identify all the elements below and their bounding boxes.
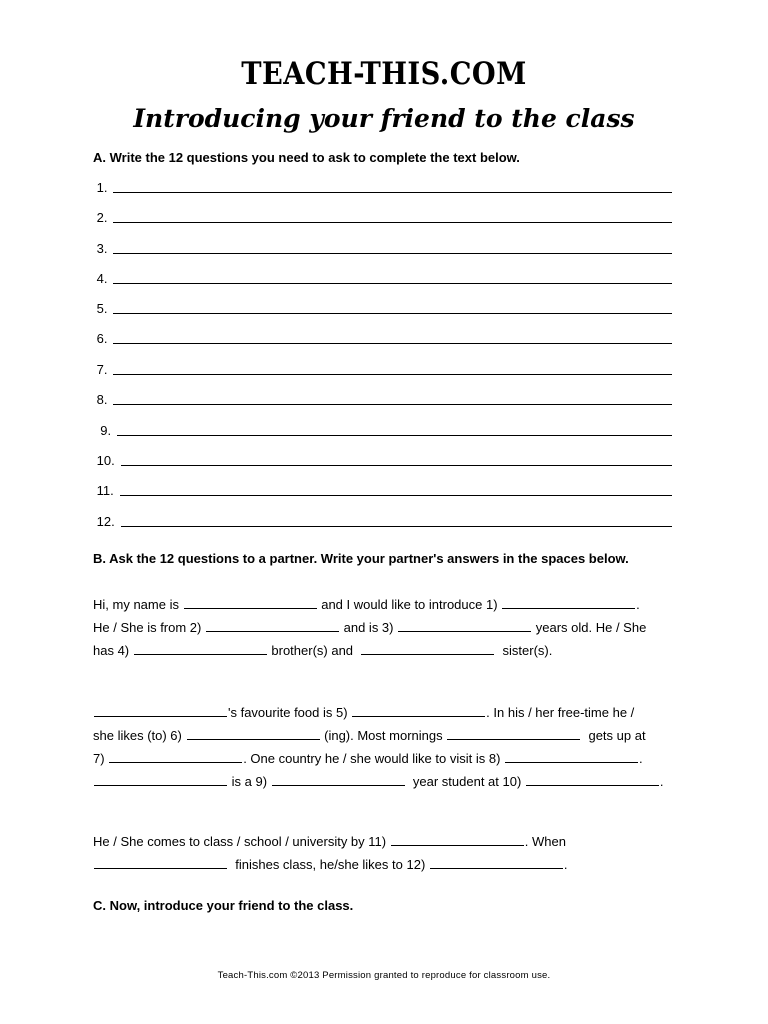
- answer-line[interactable]: [113, 331, 672, 344]
- fill-in-blank[interactable]: [134, 643, 267, 655]
- text-fragment: 7): [93, 751, 105, 766]
- answer-line[interactable]: [117, 423, 672, 436]
- fill-in-blank[interactable]: [272, 774, 405, 786]
- text-fragment: .: [636, 597, 640, 612]
- question-number: 11.: [93, 483, 114, 498]
- fill-in-blank[interactable]: [94, 705, 227, 717]
- text-fragment: . In his / her free-time he /: [486, 705, 635, 720]
- text-line: [93, 747, 683, 770]
- footer-copyright: Teach-This.com ©2013 Permission granted to reproduce for classroom use.: [217, 970, 551, 981]
- text-fragment: .: [659, 774, 664, 789]
- fill-in-blank[interactable]: [502, 597, 635, 609]
- text-line: [93, 724, 683, 747]
- question-row: [93, 513, 672, 529]
- question-row: [93, 391, 672, 407]
- text-fragment: brother(s) and: [271, 643, 354, 658]
- paragraph-1: [93, 593, 683, 662]
- question-row: [93, 270, 672, 286]
- question-number: 5.: [93, 301, 108, 316]
- answer-line[interactable]: [113, 241, 672, 254]
- question-number: 10.: [93, 453, 115, 468]
- text-fragment: she likes (to) 6): [93, 728, 182, 743]
- question-number: 9.: [93, 423, 112, 438]
- answer-line[interactable]: [121, 514, 672, 527]
- question-row: [93, 330, 672, 346]
- answer-line[interactable]: [113, 362, 672, 375]
- fill-in-blank[interactable]: [447, 728, 580, 740]
- section-b-heading: B. Ask the 12 questions to a partner. Write your partner's answers in the spaces below.: [93, 551, 629, 566]
- question-number: 3.: [93, 241, 108, 256]
- text-fragment: and I would like to introduce 1): [321, 597, 498, 612]
- paragraph-3: [93, 830, 683, 876]
- text-fragment: . One country he / she would like to visit is 8): [243, 751, 501, 766]
- fill-in-blank[interactable]: [352, 705, 485, 717]
- text-line: [93, 830, 683, 853]
- site-title: TEACH-THIS.COM: [241, 56, 527, 92]
- text-fragment: . When: [524, 834, 566, 849]
- question-row: [93, 240, 672, 256]
- answer-line[interactable]: [113, 180, 672, 193]
- text-fragment: .: [563, 857, 568, 872]
- text-fragment: year student at 10): [412, 774, 522, 789]
- answer-line[interactable]: [121, 453, 672, 466]
- question-number: 12.: [93, 514, 115, 529]
- text-fragment: 's favourite food is 5): [228, 705, 348, 720]
- text-fragment: sister(s).: [502, 643, 553, 658]
- question-number: 1.: [93, 180, 108, 195]
- fill-in-blank[interactable]: [187, 728, 320, 740]
- fill-in-blank[interactable]: [505, 751, 638, 763]
- text-fragment: (ing). Most mornings: [324, 728, 443, 743]
- fill-in-blank[interactable]: [184, 597, 317, 609]
- text-fragment: is a 9): [231, 774, 268, 789]
- text-fragment: He / She is from 2): [93, 620, 202, 635]
- text-fragment: .: [639, 751, 643, 766]
- text-fragment: Hi, my name is: [93, 597, 179, 612]
- fill-in-blank[interactable]: [361, 643, 494, 655]
- question-row: [93, 482, 672, 498]
- question-number: 8.: [93, 392, 108, 407]
- question-number: 4.: [93, 271, 108, 286]
- text-line: [93, 853, 683, 876]
- question-row: [93, 209, 672, 225]
- question-row: [93, 361, 672, 377]
- section-a-heading: A. Write the 12 questions you need to ask to complete the text below.: [93, 150, 520, 165]
- text-line: [93, 639, 683, 662]
- question-row: [93, 179, 672, 195]
- answer-line[interactable]: [113, 301, 672, 314]
- answer-line[interactable]: [113, 392, 672, 405]
- section-c-heading: C. Now, introduce your friend to the class.: [93, 898, 354, 913]
- text-fragment: and is 3): [343, 620, 394, 635]
- answer-line[interactable]: [120, 483, 672, 496]
- question-number: 7.: [93, 362, 108, 377]
- text-fragment: gets up at: [588, 728, 646, 743]
- question-row: [93, 422, 672, 438]
- worksheet-title: Introducing your friend to the class: [133, 104, 635, 133]
- text-line: [93, 616, 683, 639]
- fill-in-blank[interactable]: [94, 774, 227, 786]
- paragraph-2: [93, 701, 683, 793]
- text-line: [93, 770, 683, 793]
- fill-in-blank[interactable]: [109, 751, 242, 763]
- answer-line[interactable]: [113, 271, 672, 284]
- question-row: [93, 452, 672, 468]
- fill-in-blank[interactable]: [94, 857, 227, 869]
- fill-in-blank[interactable]: [206, 620, 339, 632]
- question-row: [93, 300, 672, 316]
- text-line: [93, 593, 683, 616]
- text-fragment: years old. He / She: [535, 620, 647, 635]
- answer-line[interactable]: [113, 210, 672, 223]
- question-number: 6.: [93, 331, 108, 346]
- fill-in-blank[interactable]: [430, 857, 563, 869]
- fill-in-blank[interactable]: [398, 620, 531, 632]
- text-fragment: He / She comes to class / school / university by 11): [93, 834, 387, 849]
- fill-in-blank[interactable]: [391, 834, 524, 846]
- text-line: [93, 701, 683, 724]
- fill-in-blank[interactable]: [526, 774, 659, 786]
- text-fragment: has 4): [93, 643, 130, 658]
- question-number: 2.: [93, 210, 108, 225]
- text-fragment: finishes class, he/she likes to 12): [235, 857, 426, 872]
